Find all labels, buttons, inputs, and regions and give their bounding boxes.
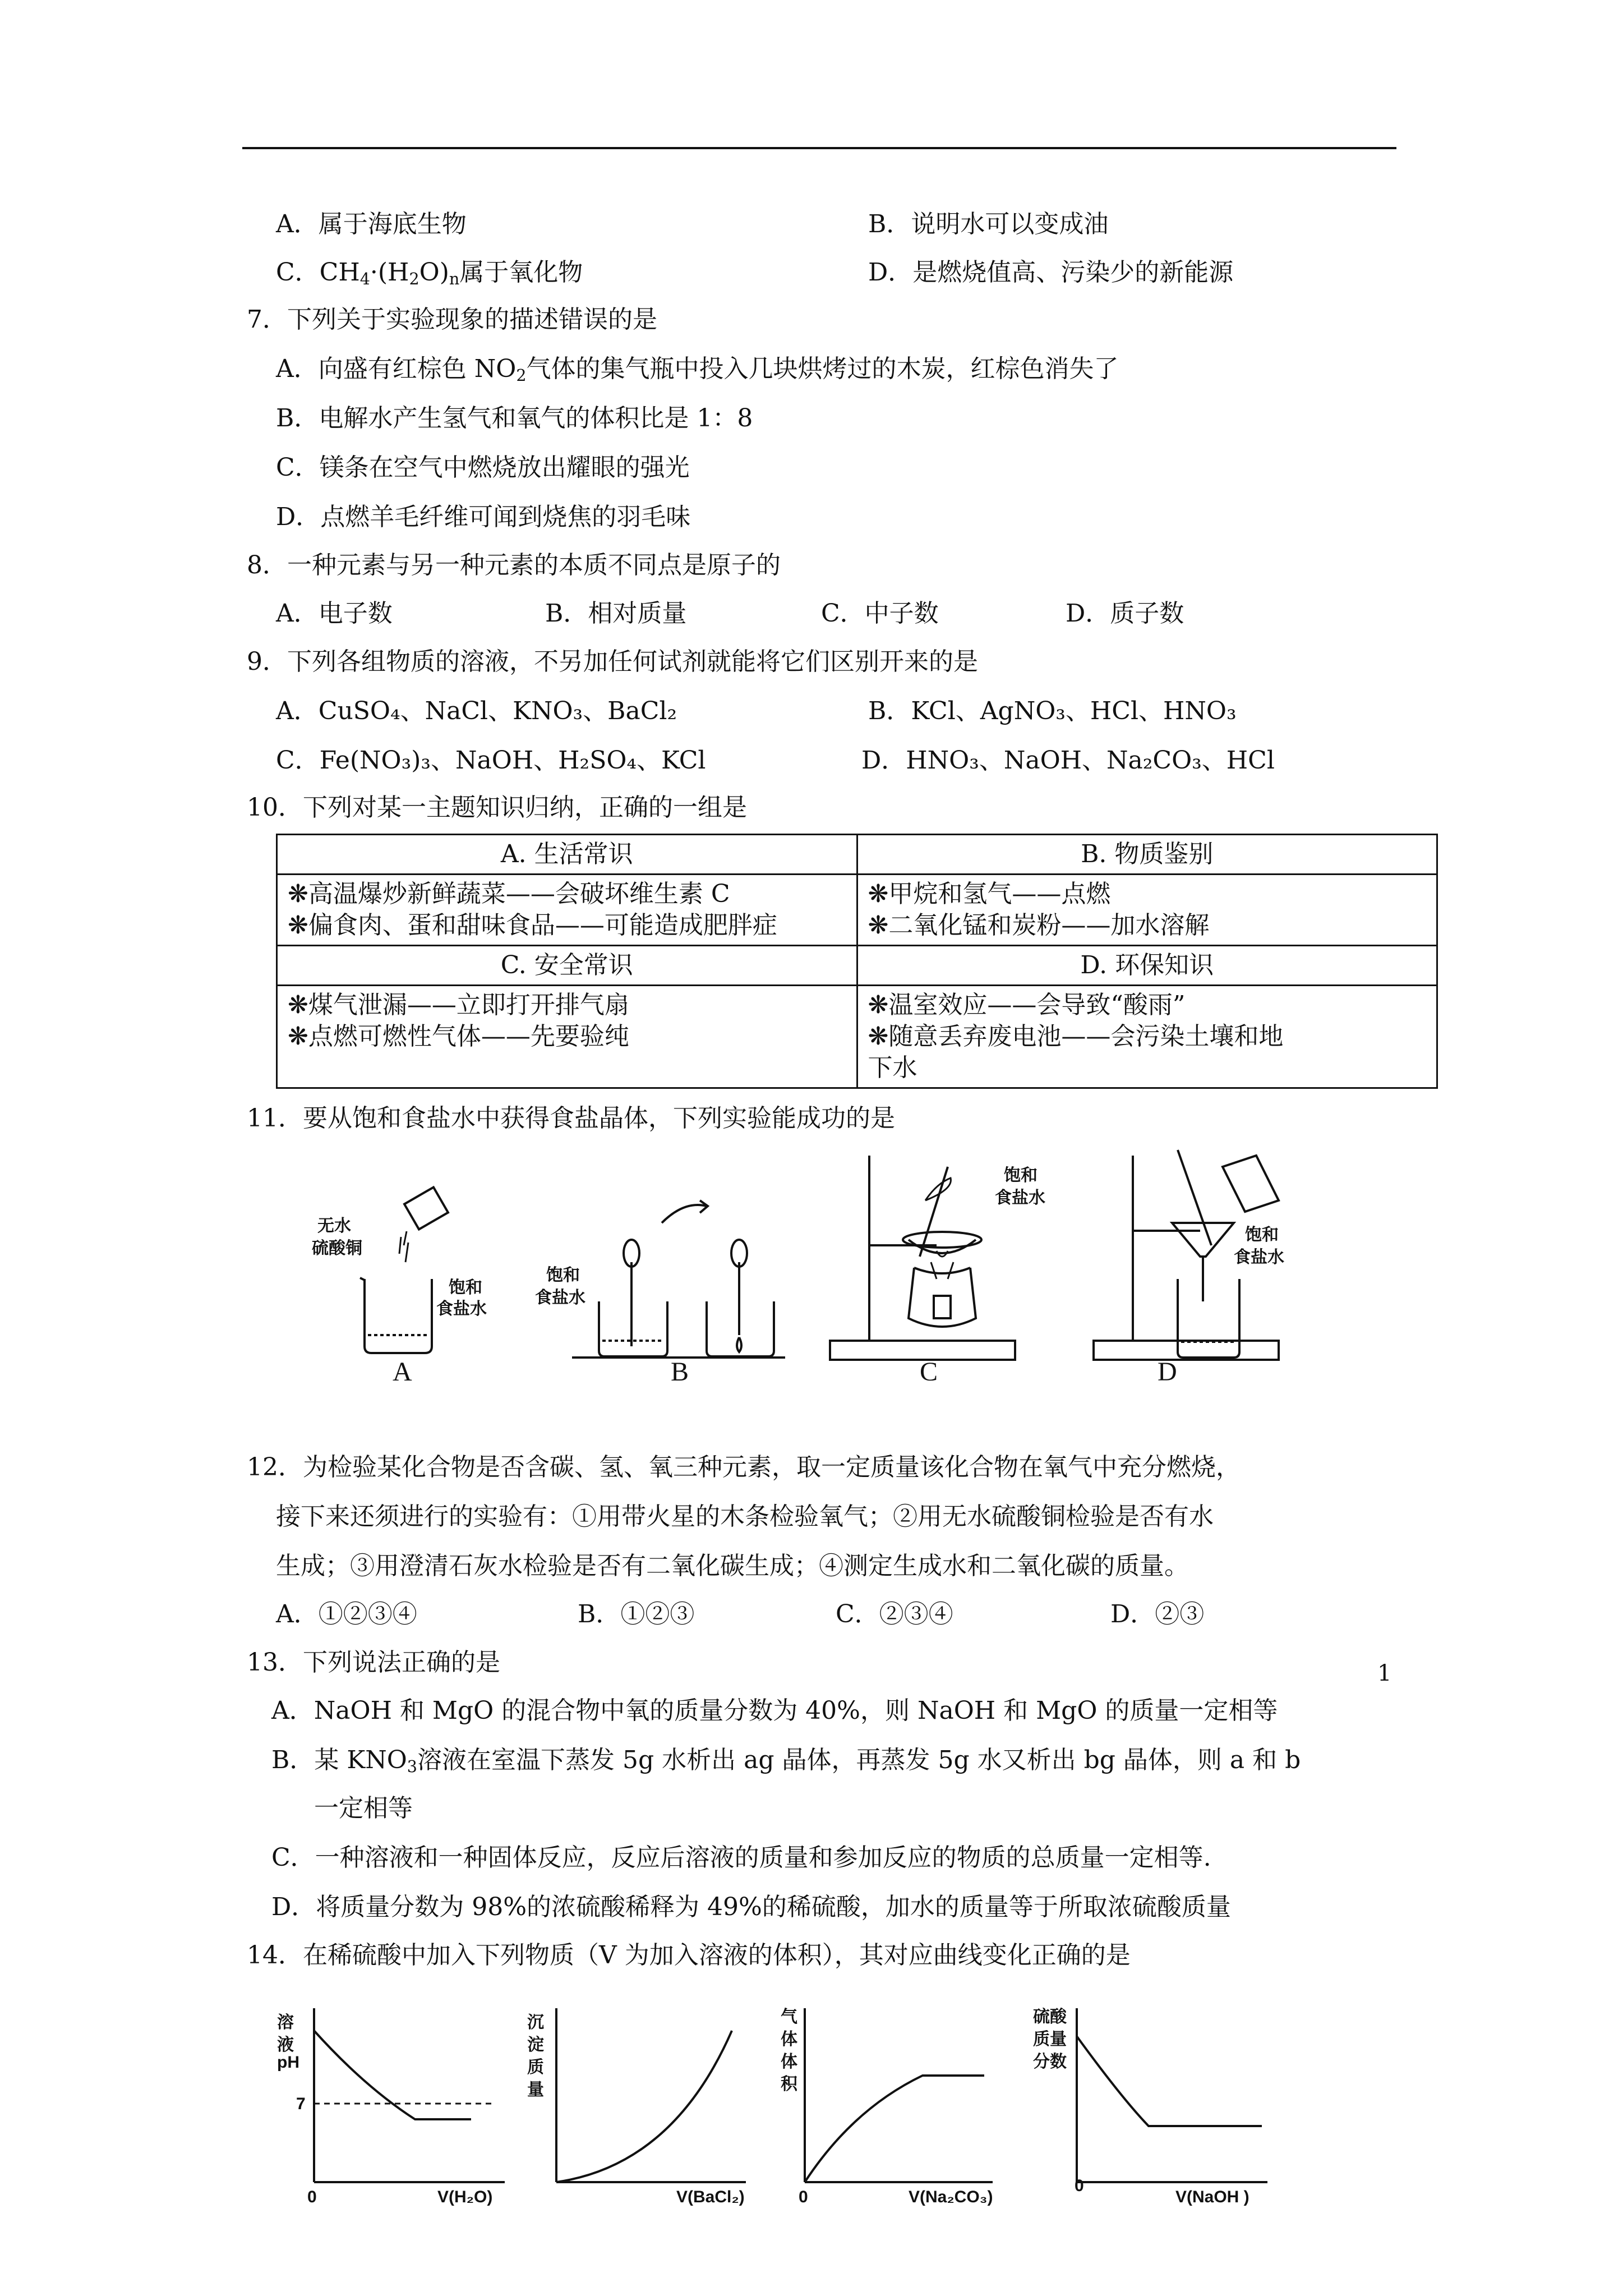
- q10-a-cell: [277, 875, 857, 946]
- graph-2-xlabel: V(BaCl₂): [676, 2188, 745, 2206]
- q8-option-a: A．电子数: [276, 599, 393, 628]
- q10-c-item-2: ❋点燃可燃性气体——先要验纯: [288, 1022, 629, 1051]
- q13-stem: 13．下列说法正确的是: [247, 1648, 500, 1677]
- q10-d-header: D. 环保知识: [857, 946, 1437, 986]
- q6-option-d: D．是燃烧值高、污染少的新能源: [868, 258, 1234, 287]
- graph-2-axes: [556, 2008, 746, 2182]
- graph-2-ylabel-1: 沉: [527, 2013, 544, 2032]
- graph-1-seven-label: 7: [296, 2095, 306, 2113]
- graph-4-ylabel-2: 质量: [1033, 2030, 1067, 2049]
- graph-3-ylabel-2: 体: [781, 2030, 797, 2049]
- q12-option-b: B．①②③: [578, 1600, 695, 1628]
- q10-d-cell: [857, 986, 1437, 1088]
- q9-option-a: A．CuSO₄、NaCl、KNO₃、BaCl₂: [276, 697, 677, 725]
- graph-4-axes: [1077, 2008, 1267, 2182]
- q14-stem: 14．在稀硫酸中加入下列物质（V 为加入溶液的体积），其对应曲线变化正确的是: [247, 1941, 1131, 1970]
- q10-c-item-1: ❋煤气泄漏——立即打开排气扇: [288, 991, 629, 1019]
- q13-option-a: A．NaOH 和 MgO 的混合物中氧的质量分数为 40%，则 NaOH 和 MgO 的质量一定相等: [271, 1696, 1278, 1725]
- q7-option-b: B．电解水产生氢气和氧气的体积比是 1：8: [276, 404, 753, 432]
- q10-c-cell: [277, 986, 857, 1088]
- fig-label-c: C: [920, 1357, 938, 1387]
- q7-option-c: C．镁条在空气中燃烧放出耀眼的强光: [276, 453, 690, 482]
- q7-option-d: D．点燃羊毛纤维可闻到烧焦的羽毛味: [276, 503, 691, 531]
- fig-b-solution-label-1: 饱和: [546, 1266, 580, 1285]
- figure-b-apparatus: [572, 1200, 785, 1358]
- q11-apparatus-figure: [292, 1133, 1346, 1391]
- header-rule: [242, 147, 1396, 149]
- figure-a-apparatus: [360, 1187, 448, 1353]
- fig-a-reagent-label-1: 无水: [317, 1217, 351, 1235]
- fig-label-d: D: [1158, 1357, 1177, 1387]
- graph-2-ylabel-3: 质: [527, 2058, 544, 2077]
- q13-option-c: C．一种溶液和一种固体反应，反应后溶液的质量和参加反应的物质的总质量一定相等.: [271, 1843, 1211, 1872]
- graph-2-ylabel-2: 淀: [527, 2036, 544, 2054]
- q12-option-a: A．①②③④: [276, 1600, 417, 1628]
- graph-1-zero-label: 0: [307, 2188, 317, 2206]
- graph-3-ylabel-1: 气: [781, 2008, 797, 2026]
- q6-option-b: B．说明水可以变成油: [868, 210, 1109, 238]
- q9-option-d: D．HNO₃、NaOH、Na₂CO₃、HCl: [861, 746, 1275, 775]
- q10-b-header: B. 物质鉴别: [857, 835, 1437, 875]
- graph-3-xlabel: V(Na₂CO₃): [909, 2188, 993, 2206]
- q10-b-item-2: ❋二氧化锰和炭粉——加水溶解: [868, 911, 1210, 940]
- q10-a-item-1: ❋高温爆炒新鲜蔬菜——会破坏维生素 C: [288, 880, 730, 908]
- q12-option-d: D．②③: [1110, 1600, 1205, 1628]
- fig-d-solution-label-2: 食盐水: [1234, 1248, 1284, 1267]
- q10-a-header: A. 生活常识: [277, 835, 857, 875]
- q6-option-a: A．属于海底生物: [276, 210, 467, 238]
- graph-4-xlabel: V(NaOH ): [1175, 2188, 1249, 2206]
- q8-option-c: C．中子数: [821, 599, 939, 628]
- fig-b-solution-label-2: 食盐水: [535, 1289, 585, 1307]
- graph-3-zero-label: 0: [799, 2188, 808, 2206]
- graph-3-axes: [805, 2008, 993, 2182]
- graph-3-ylabel-4: 积: [781, 2075, 797, 2093]
- graph-4-ylabel-3: 分数: [1033, 2053, 1067, 2071]
- q10-stem: 10．下列对某一主题知识归纳，正确的一组是: [247, 793, 747, 822]
- q6-option-c: C．$CH_4\cdot(H_2O)_n$属于氧化物: [276, 258, 583, 289]
- graph-1-ylabel-2: 液: [277, 2036, 294, 2054]
- q12-stem-line-3: 生成；③用澄清石灰水检验是否有二氧化碳生成；④测定生成水和二氧化碳的质量。: [276, 1552, 1189, 1580]
- graph-1-axes: [314, 2008, 505, 2182]
- q13-option-b-cont: 一定相等: [314, 1794, 413, 1823]
- figure-c-apparatus: [830, 1156, 1015, 1360]
- graph-1-xlabel: V(H₂O): [437, 2188, 493, 2206]
- q10-b-cell: [857, 875, 1437, 946]
- q14-graphs-figure: [269, 1997, 1385, 2210]
- fig-d-solution-label-1: 饱和: [1245, 1226, 1279, 1244]
- q10-b-item-1: ❋甲烷和氢气——点燃: [868, 880, 1111, 908]
- q8-stem: 8．一种元素与另一种元素的本质不同点是原子的: [247, 551, 781, 579]
- q10-a-item-2: ❋偏食肉、蛋和甜味食品——可能造成肥胖症: [288, 911, 777, 940]
- graph-3-curve: [805, 2076, 984, 2182]
- q10-d-item-2-cont: 下水: [868, 1053, 917, 1082]
- fig-a-solution-label-2: 食盐水: [436, 1300, 487, 1318]
- fig-c-solution-label-1: 饱和: [1004, 1166, 1038, 1185]
- fig-label-a: A: [393, 1357, 412, 1387]
- fig-label-b: B: [671, 1357, 689, 1387]
- graph-1-curve: [314, 2031, 471, 2119]
- q13-option-d: D．将质量分数为 98%的浓硫酸稀释为 49%的稀硫酸，加水的质量等于所取浓硫酸质量: [271, 1893, 1231, 1921]
- q11-stem: 11．要从饱和食盐水中获得食盐晶体，下列实验能成功的是: [247, 1104, 895, 1133]
- q10-knowledge-table: [276, 834, 1438, 1089]
- graph-4-ylabel-1: 硫酸: [1033, 2008, 1067, 2026]
- q9-option-b: B．KCl、AgNO₃、HCl、HNO₃: [868, 697, 1237, 725]
- page-number: 1: [1377, 1660, 1392, 1686]
- graph-2-curve: [556, 2031, 732, 2182]
- q12-option-c: C．②③④: [836, 1600, 953, 1628]
- q10-c-header: C. 安全常识: [277, 946, 857, 986]
- q8-option-b: B．相对质量: [545, 599, 687, 628]
- q10-d-item-2: ❋随意丢弃废电池——会污染土壤和地: [868, 1022, 1284, 1051]
- graph-3-ylabel-3: 体: [781, 2053, 797, 2071]
- q7-option-a: A．向盛有红棕色 $NO_2$气体的集气瓶中投入几块烘烤过的木炭，红棕色消失了: [276, 355, 1119, 385]
- fig-a-reagent-label-2: 硫酸铜: [312, 1239, 362, 1258]
- graph-4-curve: [1077, 2036, 1262, 2126]
- q12-stem-line-2: 接下来还须进行的实验有：①用带火星的木条检验氧气；②用无水硫酸铜检验是否有水: [276, 1502, 1214, 1531]
- graph-2-ylabel-4: 量: [527, 2081, 544, 2099]
- q10-d-item-1: ❋温室效应——会导致“酸雨”: [868, 991, 1186, 1019]
- q9-option-c: C．Fe(NO₃)₃、NaOH、H₂SO₄、KCl: [276, 746, 706, 775]
- q9-stem: 9．下列各组物质的溶液，不另加任何试剂就能将它们区别开来的是: [247, 647, 978, 676]
- graph-1-ylabel-1: 溶: [277, 2013, 294, 2032]
- fig-c-solution-label-2: 食盐水: [995, 1189, 1045, 1207]
- q13-option-b: B．某 $KNO_3$溶液在室温下蒸发 5g 水析出 ag 晶体，再蒸发 5g 水又析出 bg 晶体，则 a 和 b: [271, 1746, 1301, 1777]
- fig-a-solution-label-1: 饱和: [449, 1278, 482, 1297]
- q8-option-d: D．质子数: [1066, 599, 1184, 628]
- graph-1-ylabel-3: pH: [277, 2053, 299, 2072]
- graph-4-zero-label: 0: [1075, 2177, 1084, 2195]
- q12-stem-line-1: 12．为检验某化合物是否含碳、氢、氧三种元素，取一定质量该化合物在氧气中充分燃烧，: [247, 1453, 1241, 1481]
- q7-stem: 7．下列关于实验现象的描述错误的是: [247, 305, 657, 334]
